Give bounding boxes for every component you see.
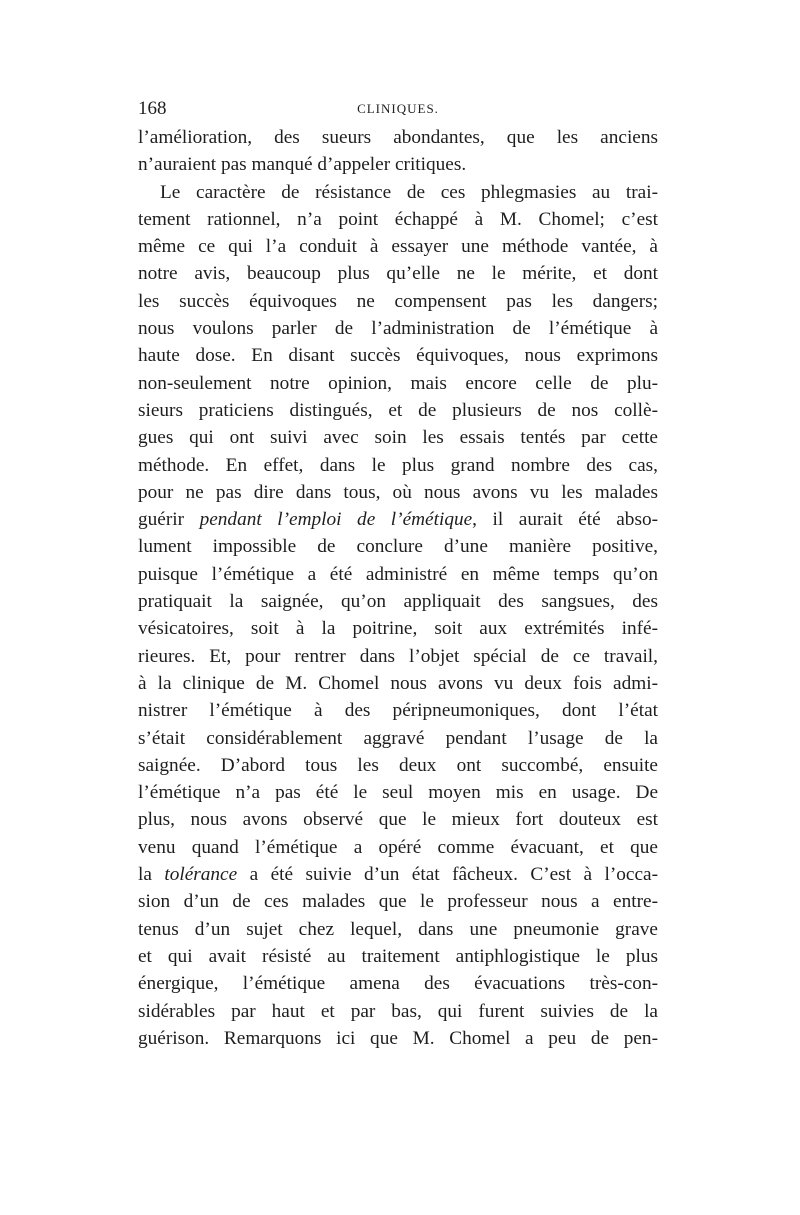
text-line: l’émétique n’a pas été le seul moyen mis en usage. De xyxy=(138,782,658,804)
text-line: et qui avait résisté au traitement antiphlogistique le plus xyxy=(138,945,658,967)
italic-phrase: pendant l’emploi de l’émétique xyxy=(199,509,473,531)
text-line: sion d’un de ces malades que le professeur nous a entre- xyxy=(138,891,658,913)
body-text xyxy=(138,124,658,1052)
running-title: CLINIQUES. xyxy=(357,101,439,116)
text-line: à la clinique de M. Chomel nous avons vu deux fois admi- xyxy=(138,672,658,694)
text-line: même ce qui l’a conduit à essayer une méthode vantée, à xyxy=(138,236,658,258)
text-line: gues qui ont suivi avec soin les essais tentés par cette xyxy=(138,427,658,449)
text-line: s’était considérablement aggravé pendant l’usage de la xyxy=(138,727,658,749)
text-line: tenus d’un sujet chez lequel, dans une pneumonie grave xyxy=(138,918,658,940)
text-line: sieurs praticiens distingués, et de plusieurs de nos collè- xyxy=(138,399,658,421)
text-line: les succès équivoques ne compensent pas les dangers; xyxy=(138,290,658,312)
text-line: saignée. D’abord tous les deux ont succombé, ensuite xyxy=(138,754,658,776)
text-line: venu quand l’émétique a opéré comme évacuant, et que xyxy=(138,836,658,858)
text-segment: la xyxy=(138,864,165,886)
book-page xyxy=(138,98,658,1052)
text-line: non-seulement notre opinion, mais encore celle de plu- xyxy=(138,372,658,394)
text-line-with-italic xyxy=(138,506,658,533)
text-line: vésicatoires, soit à la poitrine, soit aux extrémités infé- xyxy=(138,618,658,640)
text-line: rieures. Et, pour rentrer dans l’objet spécial de ce travail, xyxy=(138,645,658,667)
text-line: Le caractère de résistance de ces phlegmasies au trai- xyxy=(160,181,658,203)
page-number: 168 xyxy=(138,98,167,119)
text-line: lument impossible de conclure d’une manière positive, xyxy=(138,536,658,558)
text-line: plus, nous avons observé que le mieux fort douteux est xyxy=(138,809,658,831)
text-line: nistrer l’émétique à des péripneumoniques, dont l’état xyxy=(138,700,658,722)
text-line: n’auraient pas manqué d’appeler critiques. xyxy=(138,154,467,176)
text-line-with-italic xyxy=(138,861,658,888)
text-line: pour ne pas dire dans tous, où nous avons vu les malades xyxy=(138,481,658,503)
italic-phrase: tolérance xyxy=(164,864,238,886)
text-line: haute dose. En disant succès équivoques, nous exprimons xyxy=(138,345,658,367)
running-head xyxy=(138,98,658,124)
text-line: sidérables par haut et par bas, qui furent suivies de la xyxy=(138,1000,658,1022)
text-line: pratiquait la saignée, qu’on appliquait des sangsues, des xyxy=(138,591,658,613)
text-line: puisque l’émétique a été administré en même temps qu’on xyxy=(138,563,658,585)
text-line: guérison. Remarquons ici que M. Chomel a peu de pen- xyxy=(138,1027,658,1049)
text-segment: , il aurait été abso- xyxy=(472,509,659,531)
text-line: tement rationnel, n’a point échappé à M. Chomel; c’est xyxy=(138,208,658,230)
text-line: méthode. En effet, dans le plus grand nombre des cas, xyxy=(138,454,658,476)
text-line: l’amélioration, des sueurs abondantes, que les anciens xyxy=(138,127,658,148)
text-segment: guérir xyxy=(138,509,200,531)
text-segment: a été suivie d’un état fâcheux. C’est à l’occa- xyxy=(237,864,658,886)
text-line: notre avis, beaucoup plus qu’elle ne le mérite, et dont xyxy=(138,263,658,285)
text-line: énergique, l’émétique amena des évacuations très-con- xyxy=(138,973,658,995)
text-line: nous voulons parler de l’administration de l’émétique à xyxy=(138,318,658,340)
